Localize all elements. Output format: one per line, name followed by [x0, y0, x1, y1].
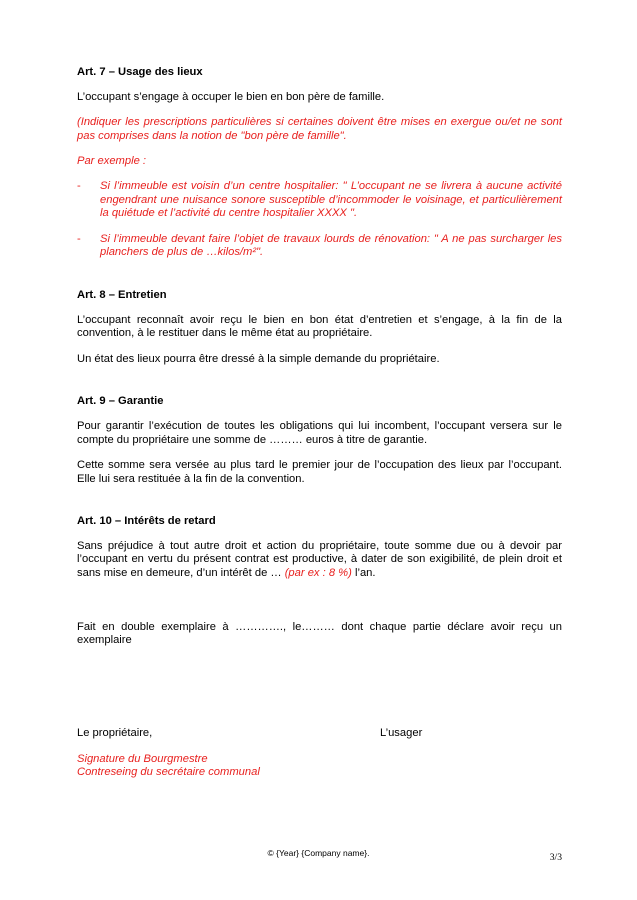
interest-rate-example: (par ex : 8 %) — [284, 567, 352, 580]
document-body — [77, 66, 562, 780]
article-9-heading: Art. 9 – Garantie — [77, 395, 164, 408]
article-8-paragraph-2: Un état des lieux pourra être dressé à la simple demande du propriétaire. — [77, 352, 440, 365]
interest-text-end: l’an. — [351, 567, 376, 580]
page-number: 3/3 — [549, 852, 562, 863]
article-9-paragraph-1: Pour garantir l’exécution de toutes les obligations qui lui incombent, l’occupant versera sur le compte du propriétaire une somme de ……… euros à titre de garantie. — [77, 419, 562, 446]
list-item — [77, 180, 562, 221]
article-8-heading: Art. 8 – Entretien — [77, 288, 167, 301]
list-item — [77, 233, 562, 260]
article-10-paragraph — [77, 540, 562, 581]
article-10-heading: Art. 10 – Intérêts de retard — [77, 515, 216, 528]
owner-label: Le propriétaire, — [77, 726, 153, 739]
secretary-countersignature: Contreseing du secrétaire communal — [77, 766, 260, 779]
list-item-text: Si l’immeuble devant faire l’objet de travaux lourds de rénovation: " A ne pas surcharger les planchers de plus de …kilos/m²". — [100, 232, 562, 259]
list-dash: - — [77, 232, 81, 245]
user-label: L’usager — [380, 726, 423, 739]
copyright-notice: © {Year} {Company name}. — [267, 848, 370, 858]
article-8-paragraph-1: L’occupant reconnaît avoir reçu le bien en bon état d’entretien et s’engage, à la fin de la convention, à le restituer dans le même état au propriétaire. — [77, 313, 562, 340]
list-item-text: Si l’immeuble est voisin d’un centre hospitalier: " L’occupant ne se livrera à aucune activité engendrant une nuisance sonore susceptible d’incommoder le voisinage, et particulièrement la quiétude et l’activité du centre hospitalier XXXX ". — [100, 179, 562, 220]
article-7-heading: Art. 7 – Usage des lieux — [77, 66, 203, 78]
interest-text: Sans préjudice à tout autre droit et action du propriétaire, toute somme due ou à devoir par l’occupant en vertu du présent contrat est productive, à dater de son exigibilité, de plein droit et sans mise en demeure, d’un intérêt de … — [77, 539, 562, 580]
signature-row — [77, 727, 562, 741]
list-dash: - — [77, 179, 81, 192]
closing-statement: Fait en double exemplaire à …………., le……… dont chaque partie déclare avoir reçu un exemplaire — [77, 620, 562, 647]
example-label: Par exemple : — [77, 155, 147, 168]
mayor-signature: Signature du Bourgmestre — [77, 752, 208, 765]
article-9-paragraph-2: Cette somme sera versée au plus tard le premier jour de l’occupation des lieux par l’occupant. Elle lui sera restituée à la fin de la convention. — [77, 459, 562, 485]
article-7-note: (Indiquer les prescriptions particulières si certaines doivent être mises en exergue ou/et ne sont pas comprises dans la notion de "bon père de famille". — [77, 116, 562, 142]
article-7-paragraph: L’occupant s’engage à occuper le bien en bon père de famille. — [77, 90, 385, 103]
